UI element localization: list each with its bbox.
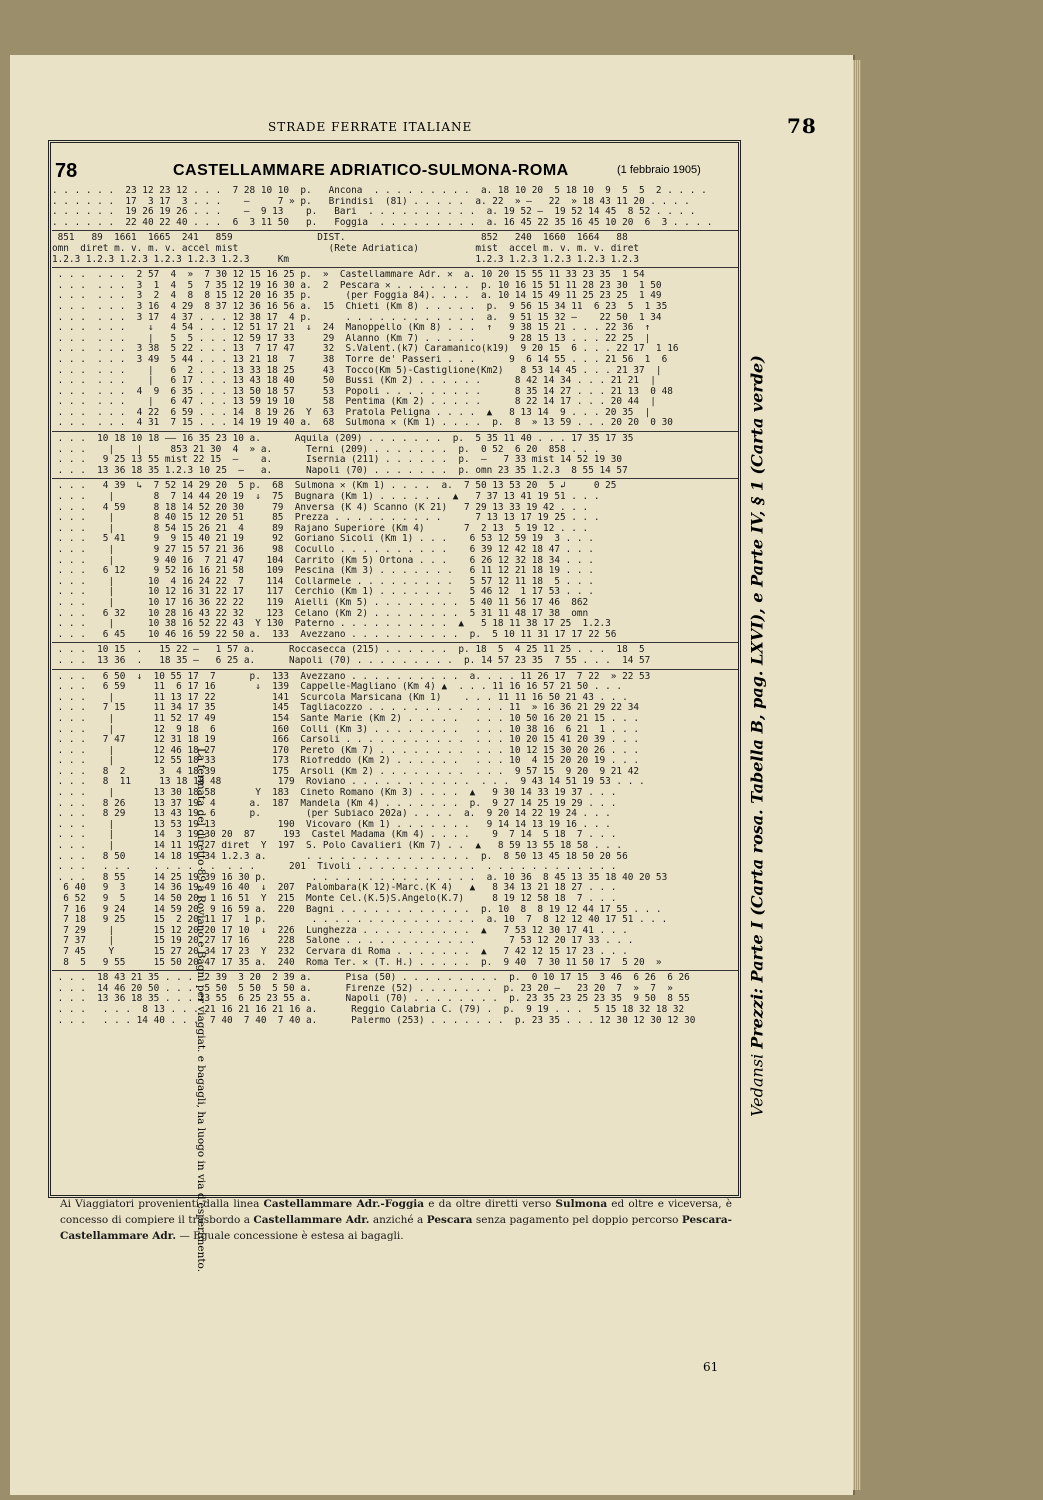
table-row: . . . . . . 3 2 4 8 8 15 12 20 16 35 p. (per Foggia 84). . . . a. 10 14 15 49 11 25 23 25 1 49 [52,291,662,302]
table-row: 7 18 9 25 15 2 20 11 17 1 p. . . . . . . . . . . . . . . . a. 10 7 8 12 12 40 17 51 . . . [52,915,668,926]
table-row: . . . | 12 46 18 27 170 Pereto (Km 7) . . . . . . . . . . . 10 12 15 30 20 26 . . . [52,745,639,756]
table-row: . . . . . . 17 3 17 3 . . . — 7 » p. Brindisi (81) . . . . . a. 22 » — 22 » 18 43 11 20 . . . . [52,196,690,207]
row-separator [52,478,738,479]
row-separator [52,267,738,268]
table-row: . . . . . . 8 13 . . . 21 16 21 16 21 16 a. Reggio Calabria C. (79) . p. 9 19 . . . 5 15 18 32 18 32 [52,1004,685,1015]
table-row: . . . 13 36 18 35 1.2.3 10 25 — a. Napoli (70) . . . . . . . p. omn 23 35 1.2.3 8 55 14 57 [52,465,628,476]
table-row: . . . | 11 52 17 49 154 Sante Marie (Km 2) . . . . . . . . 10 50 16 20 21 15 . . . [52,713,639,724]
table-row: 6 40 9 3 14 36 19 49 16 40 ↓ 207 Palombara(K 12)-Marc.(K 4) ▲ 8 34 13 21 18 27 . . . [52,883,617,894]
table-row: . . . | 10 12 16 31 22 17 117 Cerchio (Km 1) . . . . . . . 5 46 12 1 17 53 . . . [52,587,594,598]
timetable [52,186,738,1026]
table-row: . . . . . . . . . . . . . . . 201 Tivoli . . . . . . . . . . . . . . . . . . . . . . . [52,862,617,873]
table-row: . . . 6 50 ↓ 10 55 17 7 p. 133 Avezzano . . . . . . . . . . a. . . . 11 26 17 7 22 » 22 53 [52,671,651,682]
table-row: . . . . . . 2 57 4 » 7 30 12 15 16 25 p. » Castellammare Adr. ✕ a. 10 20 15 55 11 33 23 35 1 54 [52,270,645,281]
table-row: . . . . . . 23 12 23 12 . . . 7 28 10 10 p. Ancona . . . . . . . . . a. 18 10 20 5 18 10 9 5 5 2 . . . . [52,186,707,196]
table-row: omn diret m. v. m. v. accel mist (Rete Adriatica) mist accel m. v. m. v. diret [52,243,639,254]
table-row: 8 5 9 55 15 50 20 47 17 35 a. 240 Roma Ter. ✕ (T. H.) . . . . . p. 9 40 7 30 11 50 17 5 20 » [52,957,662,968]
table-row: . . . 8 2 3 4 18 39 175 Arsoli (Km 2) . . . . . . . . . . . 9 57 15 9 20 9 21 42 [52,766,639,777]
row-separator [52,970,738,971]
table-row: . . . 7 47 12 31 18 19 166 Carsoli . . . . . . . . . . . . . . 10 20 15 41 20 39 . . . [52,735,639,746]
page-edge [853,60,861,1490]
table-row: . . . | 10 17 16 36 22 22 119 Aielli (Km 5) . . . . . . . . 5 40 11 56 17 46 862 [52,597,589,608]
table-row: . . . . . . | 6 2 . . . 13 33 18 25 43 Tocco(Km 5)-Castiglione(Km2) 8 53 14 45 . . . 21 37 | [52,365,662,376]
table-row: . . . 7 15 11 34 17 35 145 Tagliacozzo . . . . . . . . . . . . 11 » 16 36 21 29 22 34 [52,703,639,714]
table-row: . . . . . . 3 49 5 44 . . . 13 21 18 7 38 Torre de' Passeri . . . 9 6 14 55 . . . 21 56 1 6 [52,354,668,365]
table-row: . . . . . . 3 17 4 37 . . . 12 38 17 4 p. . . . . . . . . . . . . a. 9 51 15 32 — 22 50 1 34 [52,312,662,323]
table-row: . . . . . . 4 9 6 35 . . . 13 50 18 57 53 Popoli . . . . . . . . . 8 35 14 27 . . . 21 13 0 48 [52,386,673,397]
table-row: 7 16 9 24 14 59 20 9 16 59 a. 220 Bagni . . . . . . . . . . . . p. 10 8 8 19 12 44 17 55 . . . [52,904,662,915]
row-separator [52,669,738,670]
table-row: . . . . . . 3 1 4 5 7 35 12 19 16 30 a. 2 Pescara ✕ . . . . . . . p. 10 16 15 51 11 28 23 30 1 50 [52,280,662,291]
row-separator [52,431,738,432]
table-row: . . . | 10 38 16 52 22 43 Y 130 Paterno . . . . . . . . . . ▲ 5 18 11 38 17 25 1.2.3 [52,619,611,630]
table-row: 7 37 | 15 19 20 27 17 16 228 Salone . . . . . . . . . . . . 7 53 12 20 17 33 . . . [52,936,634,947]
table-row: . . . . . . | 6 17 . . . 13 43 18 40 50 Bussi (Km 2) . . . . . . 8 42 14 34 . . . 21 21 | [52,376,656,387]
table-row: . . . | | 853 21 30 4 » a. Terni (209) . . . . . . . p. 0 52 6 20 858 . . . [52,444,600,455]
table-row: . . . 5 41 9 9 15 40 21 19 92 Goriano Sicoli (Km 1) . . . 6 53 12 59 19 3 . . . [52,534,594,545]
table-row: . . . | 13 53 19 13 190 Vicovaro (Km 1) . . . . . . . 9 14 14 13 19 16 . . . [52,819,611,830]
table-row: . . . . . . | 5 5 . . . 12 59 17 33 29 Alanno (Km 7) . . . . . 9 28 15 13 . . . 22 25 | [52,333,651,344]
table-row: . . . | 12 9 18 6 160 Colli (Km 3) . . . . . . . . . . . 10 38 16 6 21 1 . . . [52,724,639,735]
table-row: . . . | 13 30 18 58 Y 183 Cineto Romano (Km 3) . . . . ▲ 9 30 14 33 19 37 . . . [52,788,617,799]
header-title: STRADE FERRATE ITALIANE [268,120,473,134]
row-separator [52,230,738,231]
table-date: (1 febbraio 1905) [617,164,701,176]
table-row: . . . 6 45 10 46 16 59 22 50 a. 133 Avezzano . . . . . . . . . . p. 5 10 11 31 17 17 22 56 [52,629,617,640]
table-row: . . . 4 59 8 18 14 52 20 30 79 Anversa (K 4) Scanno (K 21) 7 29 13 33 19 42 . . . [52,502,589,513]
table-row: . . . 6 59 11 6 17 16 ↓ 139 Cappelle-Magliano (Km 4) ▲ . . . 11 16 16 57 21 50 . . . [52,682,623,693]
row-separator [52,642,738,643]
table-row: . . . 18 43 21 35 . . . 2 39 3 20 2 39 a. Pisa (50) . . . . . . . . . p. 0 10 17 15 3 46 6 26 6 26 [52,973,690,984]
table-row: . . . 8 11 13 18 18 48 179 Roviano . . . . . . . . . . . . . . 9 43 14 51 19 53 . . . [52,777,645,788]
table-row: . . . 8 50 14 18 19 34 1.2.3 a. . . . . . . . . . . . . . . . p. 8 50 13 45 18 50 20 56 [52,851,628,862]
table-row: . . . . . . 3 38 5 22 . . . 13 7 17 47 32 S.Valent.(k7) Caramanico(k19) 9 20 15 6 . . . 22 17 1 16 [52,344,679,355]
table-row: . . . | 11 13 17 22 141 Scurcola Marsicana (Km 1) . . . 11 11 16 50 21 43 . . . [52,692,628,703]
table-row: . . . 4 39 ↳ 7 52 14 29 20 5 p. 68 Sulmona ✕ (Km 1) . . . . a. 7 50 13 53 20 5 ↲ 0 25 [52,481,617,492]
footnote: Ai Viaggiatori provenienti dalla linea Castellammare Adr.-Foggia e da oltre diretti verso Sulmona ed oltre e viceversa, è concesso di compiere il trasbordo a Castellammare Adr. anziché a Pescara senza pagamento pel doppio percorso Pescara-Castellammare Adr. — Eguale concessione è estesa ai bagagli. [60,1198,732,1242]
table-row: . . . | 14 3 19 30 20 87 193 Castel Madama (Km 4) . . . . 9 7 14 5 18 7 . . . [52,830,617,841]
table-row: 7 45 Y 15 27 20 34 17 23 Y 232 Cervara di Roma . . . . . . . ▲ 7 42 12 15 17 23 . . . [52,946,628,957]
table-row: . . . . . . 19 26 19 26 . . . — 9 13 p. Bari . . . . . . . . . . a. 19 52 — 19 52 14 45 8 52 . . . . [52,207,696,218]
route-name: CASTELLAMMARE ADRIATICO-SULMONA-ROMA [173,162,569,179]
table-row: . . . | 10 4 16 24 22 7 114 Collarmele . . . . . . . . . 5 57 12 11 18 5 . . . [52,576,594,587]
table-row: . . . 8 55 14 25 19 39 16 30 p. . . . . . . . . . . . . . . . a. 10 36 8 45 13 35 18 40 20 53 [52,872,668,883]
table-row: . . . | 8 7 14 44 20 19 ↓ 75 Bugnara (Km 1) . . . . . . ▲ 7 37 13 41 19 51 . . . [52,492,600,503]
table-row: 6 52 9 5 14 50 20 1 16 51 Y 215 Monte Cel.(K.5)S.Angelo(K.7) 8 19 12 58 18 7 . . . [52,894,617,904]
table-row: 7 29 | 15 12 20 20 17 10 ↓ 226 Lunghezza . . . . . . . . . . ▲ 7 53 12 30 17 41 . . . [52,925,628,936]
table-row: . . . . . . ↓ 4 54 . . . 12 51 17 21 ↓ 24 Manoppello (Km 8) . . . ↑ 9 38 15 21 . . . 22 36 ↑ [52,323,651,334]
table-row: . . . . . . 4 22 6 59 . . . 14 8 19 26 Y 63 Pratola Peligna . . . . ▲ 8 13 14 9 . . . 20 35 | [52,407,651,418]
table-row: . . . 13 36 18 35 . . . 23 55 6 25 23 55 a. Napoli (70) . . . . . . . . p. 23 35 23 25 23 35 9 50 8 55 [52,994,690,1005]
table-row: 1.2.3 1.2.3 1.2.3 1.2.3 1.2.3 1.2.3 Km 1.2.3 1.2.3 1.2.3 1.2.3 1.2.3 [52,254,639,265]
table-row: . . . 10 15 . 15 22 — 1 57 a. Roccasecca (215) . . . . . . p. 18 5 4 25 11 25 . . . 18 5 [52,645,645,656]
table-row: . . . 8 29 13 43 19 6 p. (per Subiaco 202a) . . . . a. 9 20 14 22 19 24 . . . [52,809,611,820]
table-row: . . . 6 32 10 28 16 43 22 32 123 Celano (Km 2) . . . . . . . . 5 31 11 48 17 38 omn [52,608,589,619]
table-number: 78 [55,160,78,182]
vertical-note: La fermata del diretto 89 a Roviano e Bagni per viaggiat. e bagagli, ha luogo in via d'esperimento. [195,747,207,1273]
page-number: 61 [703,1360,719,1374]
table-row: . . . 13 36 . 18 35 — 6 25 a. Napoli (70) . . . . . . . . . p. 14 57 23 35 7 55 . . . 14 57 [52,655,651,666]
header-page-number: 78 [787,114,817,138]
table-row: . . . | 8 40 15 12 20 51 85 Prezza . . . . . . . . . . 7 13 13 17 19 25 . . . [52,513,600,524]
side-banner: Vedansi Prezzi: Parte I (Carta rosa. Tabella B, pag. LXVI), e Parte IV, § 1 (Carta verde) [747,355,767,1117]
table-row: . . . . . . 4 31 7 15 . . . 14 19 19 40 a. 68 Sulmona ✕ (Km 1) . . . . p. 8 » 13 59 . . . 20 20 0 30 [52,418,673,429]
table-row: . . . | 9 40 16 7 21 47 104 Carrito (Km 5) Ortona . . . 6 26 12 32 18 34 . . . [52,555,594,566]
table-row: . . . . . . 14 40 . . . 7 40 7 40 7 40 a. Palermo (253) . . . . . . . p. 23 35 . . . 12 30 12 30 12 30 [52,1015,696,1026]
table-row: . . . 6 12 9 52 16 16 21 58 109 Pescina (Km 3) . . . . . . . 6 11 12 21 18 19 . . . [52,566,594,577]
table-row: . . . 8 26 13 37 19 4 a. 187 Mandela (Km 4) . . . . . . . p. 9 27 14 25 19 29 . . . [52,798,617,809]
table-row: . . . | 8 54 15 26 21 4 89 Rajano Superiore (Km 4) 7 2 13 5 19 12 . . . [52,523,589,534]
table-row: . . . 9 25 13 55 mist 22 15 — a. Isernia (211) . . . . . . p. — 7 33 mist 14 52 19 30 [52,455,623,466]
table-row: . . . 14 46 20 50 . . . 5 50 5 50 5 50 a. Firenze (52) . . . . . . . p. 23 20 — 23 20 7 » 7 » [52,983,673,994]
table-row: . . . . . . | 6 47 . . . 13 59 19 10 58 Pentima (Km 2) . . . . . 8 22 14 17 . . . 20 44 | [52,397,656,408]
table-row: . . . . . . 22 40 22 40 . . . 6 3 11 50 p. Foggia . . . . . . . . . a. 16 45 22 35 16 45 10 20 6 3 . . . . [52,217,713,228]
table-row: . . . 10 18 10 18 —— 16 35 23 10 a. Aquila (209) . . . . . . . p. 5 35 11 40 . . . 17 35 17 35 [52,434,634,445]
table-row: 851 89 1661 1665 241 859 DIST. 852 240 1660 1664 88 [52,233,628,244]
table-row: . . . | 12 55 18 33 173 Riofreddo (Km 2) . . . . . . . . . 10 4 15 20 20 19 . . . [52,756,639,767]
table-row: . . . | 14 11 19 27 diret Y 197 S. Polo Cavalieri (Km 7) . . ▲ 8 59 13 55 18 58 . . . [52,841,623,852]
table-row: . . . | 9 27 15 57 21 36 98 Cocullo . . . . . . . . . . 6 39 12 42 18 47 . . . [52,545,594,555]
table-row: . . . . . . 3 16 4 29 8 37 12 36 16 56 a. 15 Chieti (Km 8) . . . . . p. 9 56 15 34 11 6 23 5 1 35 [52,301,668,312]
